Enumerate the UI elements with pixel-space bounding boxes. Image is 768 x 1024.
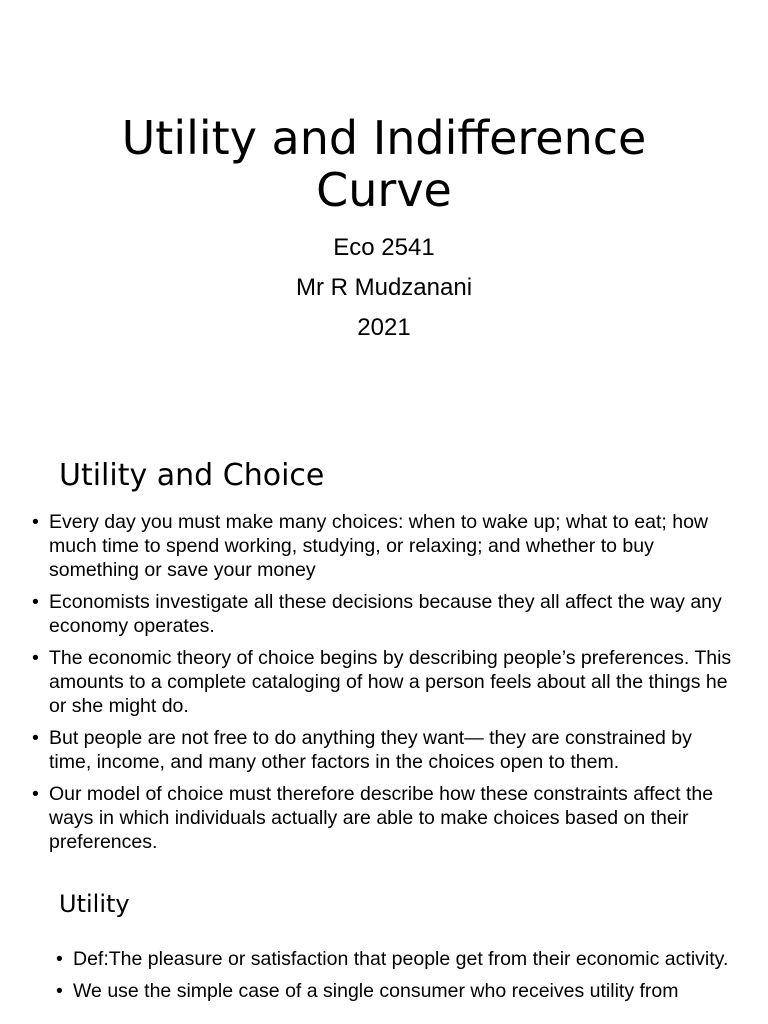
title-line-2: Curve	[316, 163, 452, 217]
title-line-1: Utility and Indifference	[121, 111, 647, 165]
bullet-text: But people are not free to do anything they want— they are constrained by time, income, and many other factors in the choices open to them.	[49, 727, 692, 773]
bullet-text: Our model of choice must therefore describe how these constraints affect the ways in which individuals actually are able to make choices based on their preferences.	[49, 783, 714, 853]
bullet-text: Every day you must make many choices: when to wake up; what to eat; how much time to spend working, studying, or relaxing; and whether to buy something or save your money	[49, 511, 708, 581]
bullet-item	[32, 510, 732, 582]
bullet-list	[32, 510, 732, 862]
utility-and-choice-slide	[0, 440, 768, 870]
bullet-item	[56, 947, 736, 971]
bullet-item	[56, 979, 736, 1003]
bullet-icon: •	[56, 980, 63, 1002]
bullet-text: The economic theory of choice begins by describing people’s preferences. This amounts to a complete cataloging of how a person feels about all the things he or she might do.	[49, 647, 732, 717]
bullet-icon: •	[32, 727, 39, 749]
bullet-icon: •	[32, 783, 39, 805]
bullet-item	[32, 590, 732, 638]
presentation-title	[0, 112, 768, 216]
subtitle-block	[0, 228, 768, 348]
title-slide	[0, 0, 768, 420]
bullet-item	[32, 782, 732, 854]
utility-slide	[0, 870, 768, 1024]
course-code: Eco 2541	[333, 234, 435, 261]
bullet-item	[32, 726, 732, 774]
bullet-icon: •	[32, 591, 39, 613]
lecturer-name: Mr R Mudzanani	[295, 274, 473, 301]
bullet-text: Def:The pleasure or satisfaction that people get from their economic activity.	[73, 948, 729, 970]
year: 2021	[357, 314, 411, 341]
bullet-item	[32, 646, 732, 718]
section-heading: Utility and Choice	[59, 458, 325, 493]
bullet-icon: •	[56, 948, 63, 970]
bullet-icon: •	[32, 511, 39, 533]
bullet-list	[56, 947, 736, 1011]
bullet-text: We use the simple case of a single consumer who receives utility from	[73, 980, 679, 1002]
section-heading: Utility	[59, 890, 130, 918]
bullet-icon: •	[32, 647, 39, 669]
bullet-text: Economists investigate all these decisions because they all affect the way any economy operates.	[49, 591, 722, 637]
